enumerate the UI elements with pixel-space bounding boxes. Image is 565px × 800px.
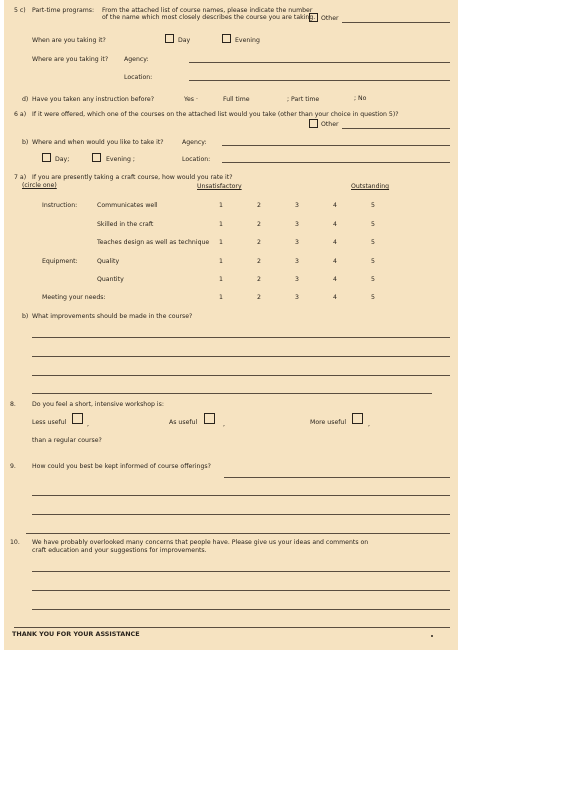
rating-item-label: Quantity [97,276,124,283]
q6b-evening-checkbox[interactable] [92,153,101,162]
answer-line[interactable] [32,590,450,591]
q5c-other-checkbox[interactable] [309,13,318,22]
q7-circle-one: (circle one) [22,182,57,189]
answer-line[interactable] [32,514,450,515]
q5c-agency-label: Agency: [124,56,149,63]
q6b-location-line[interactable] [222,162,450,163]
q9-number: 9. [10,463,16,470]
more-useful-comma: , [368,421,370,428]
q6b-location-label: Location: [182,156,211,163]
as-useful-label: As useful [169,419,198,426]
rating-option[interactable]: 3 [295,258,299,265]
as-useful-checkbox[interactable] [204,413,215,424]
q5d-no[interactable]: ; No [354,95,367,102]
q5d-full-time[interactable]: Full time [223,96,250,103]
q6b-text: Where and when would you like to take it? [32,139,164,146]
answer-line[interactable] [32,337,450,338]
rating-item-label: Quality [97,258,120,265]
q8-number: 8. [10,401,16,408]
rating-option[interactable]: 5 [371,294,375,301]
rating-option[interactable]: 4 [333,221,337,228]
q5c-location-label: Location: [124,74,153,81]
q5d-text: Have you taken any instruction before? [32,96,155,103]
answer-line[interactable] [32,571,450,572]
rating-option[interactable]: 2 [257,221,261,228]
rating-option[interactable]: 4 [333,239,337,246]
q10-number: 10. [10,539,20,546]
answer-line[interactable] [32,393,432,394]
q5c-location-line[interactable] [189,80,450,81]
less-useful-checkbox[interactable] [72,413,83,424]
rating-option[interactable]: 3 [295,202,299,209]
q6b-number: b) [22,139,29,146]
q7b-number: b) [22,313,29,320]
rating-group-label: Meeting your needs: [42,294,106,301]
rating-option[interactable]: 4 [333,276,337,283]
day-checkbox[interactable] [165,34,174,43]
rating-option[interactable]: 1 [219,294,223,301]
rating-option[interactable]: 5 [371,221,375,228]
rating-option[interactable]: 4 [333,294,337,301]
q6b-agency-label: Agency: [182,139,207,146]
less-useful-label: Less useful [32,419,67,426]
rating-option[interactable]: 5 [371,239,375,246]
q5c-label: Part-time programs: [32,7,95,14]
q7-text: If you are presently taking a craft course, how would you rate it? [32,174,233,181]
q6a-number: 6 a) [14,111,27,118]
thank-you-footer: THANK YOU FOR YOUR ASSISTANCE [12,630,140,638]
q6a-other-checkbox[interactable] [309,119,318,128]
answer-line[interactable] [32,356,450,357]
answer-line[interactable] [32,609,450,610]
rating-option[interactable]: 1 [219,258,223,265]
answer-line[interactable] [26,533,450,534]
rating-option[interactable]: 5 [371,276,375,283]
rating-item-label: Teaches design as well as technique [97,239,210,246]
q6a-text: If it were offered, which one of the courses on the attached list would you take (other than your choice in question 5)? [32,111,399,118]
rating-option[interactable]: 1 [219,202,223,209]
rating-option[interactable]: 3 [295,221,299,228]
q6b-day-label: Day; [55,156,70,163]
q9-text: How could you best be kept informed of course offerings? [32,463,211,470]
q6a-other-line[interactable] [342,128,450,129]
q5c-other-label: Other [321,15,339,22]
q7b-text: What improvements should be made in the course? [32,313,193,320]
dot-mark [431,635,433,637]
q10-text-line1: We have probably overlooked many concerns that people have. Please give us your ideas and comments on [32,539,369,546]
rating-option[interactable]: 3 [295,276,299,283]
answer-line[interactable] [32,375,450,376]
q7-outstanding: Outstanding [351,183,390,190]
rating-option[interactable]: 2 [257,294,261,301]
rating-option[interactable]: 5 [371,202,375,209]
rating-option[interactable]: 2 [257,239,261,246]
rating-option[interactable]: 3 [295,239,299,246]
answer-line[interactable] [32,495,450,496]
answer-line[interactable] [14,627,450,628]
rating-option[interactable]: 2 [257,258,261,265]
answer-line[interactable] [224,477,450,478]
rating-option[interactable]: 5 [371,258,375,265]
as-useful-comma: , [223,421,225,428]
rating-option[interactable]: 1 [219,239,223,246]
q5c-number: 5 c) [14,7,26,14]
more-useful-label: More useful [310,419,347,426]
rating-option[interactable]: 1 [219,276,223,283]
day-label: Day [178,37,191,44]
q5c-other-line[interactable] [342,22,450,23]
q6a-other-label: Other [321,121,339,128]
q5d-part-time[interactable]: ; Part time [287,96,320,103]
rating-group-label: Instruction: [42,202,78,209]
q5c-text: From the attached list of course names, please indicate the number of the name which most closely describes the course you are taking. [102,7,316,22]
q5c-agency-line[interactable] [189,62,450,63]
rating-item-label: Communicates well [97,202,158,209]
q6b-agency-line[interactable] [222,145,450,146]
q5c-when-label: When are you taking it? [32,37,106,44]
rating-option[interactable]: 2 [257,276,261,283]
evening-checkbox[interactable] [222,34,231,43]
rating-group-label: Equipment: [42,258,78,265]
more-useful-checkbox[interactable] [352,413,363,424]
q5d-number: d) [22,96,29,103]
q6b-day-checkbox[interactable] [42,153,51,162]
q7-unsatisfactory: Unsatisfactory [197,183,242,190]
q5d-yes[interactable]: Yes · [184,96,198,103]
rating-option[interactable]: 3 [295,294,299,301]
q10-text-line2: craft education and your suggestions for improvements. [32,547,207,554]
q8-text: Do you feel a short, intensive workshop is: [32,401,164,408]
evening-label: Evening [235,37,260,44]
rating-option[interactable]: 4 [333,202,337,209]
q6b-evening-label: Evening ; [106,156,135,163]
rating-option[interactable]: 1 [219,221,223,228]
q5c-where-label: Where are you taking it? [32,56,109,63]
rating-option[interactable]: 4 [333,258,337,265]
questionnaire-page [4,0,458,650]
less-useful-comma: , [87,421,89,428]
q7-number: 7 a) [14,174,27,181]
q8-than-text: than a regular course? [32,437,102,444]
rating-option[interactable]: 2 [257,202,261,209]
rating-item-label: Skilled in the craft [97,221,154,228]
